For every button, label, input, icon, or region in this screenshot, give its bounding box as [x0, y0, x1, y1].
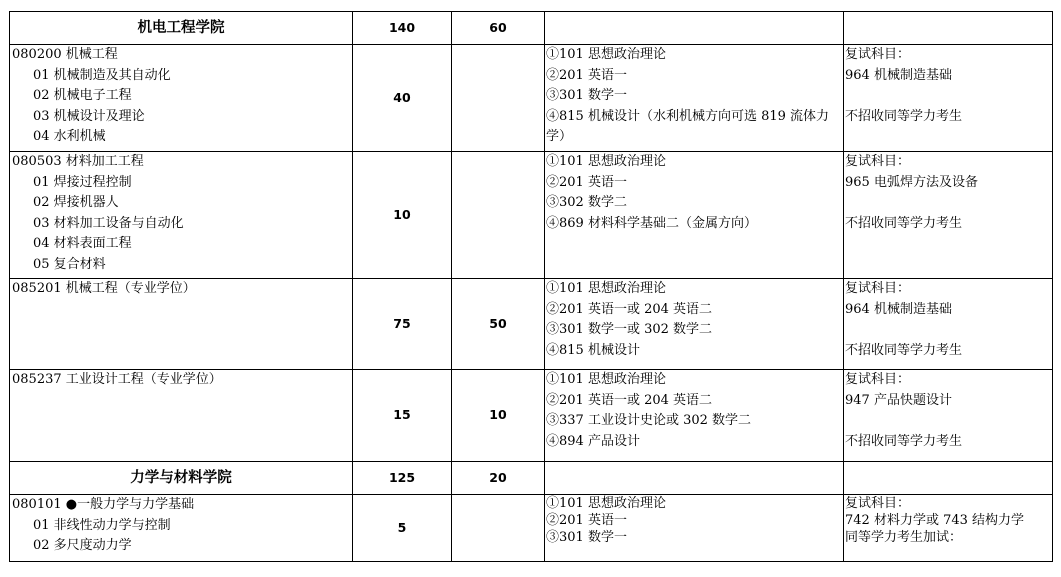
program-code-name: 080200 机械工程	[12, 47, 118, 62]
college-empty-cell	[545, 12, 844, 45]
retest-label: 复试科目：	[845, 281, 911, 296]
retest-cell	[844, 45, 1053, 152]
exam-subject: ③301 数学一	[546, 530, 627, 545]
retest-spacer	[844, 86, 1052, 107]
retest-subject: 965 电弧焊方法及设备	[845, 174, 978, 190]
direction-item: 01 机械制造及其自动化	[33, 67, 171, 83]
exam-subject: ①101 思想政治理论	[546, 154, 666, 169]
program-code-name: 080101 ●一般力学与力学基础	[12, 497, 195, 512]
program-row	[10, 370, 1053, 462]
program-row	[10, 279, 1053, 370]
direction-item: 02 多尺度动力学	[33, 538, 132, 553]
retest-label: 复试科目：	[845, 154, 911, 169]
exam-subjects-cell	[545, 495, 844, 562]
program-col3	[452, 45, 545, 152]
college-col2: 140	[353, 12, 452, 45]
admissions-table	[9, 11, 1053, 562]
retest-spacer	[844, 411, 1052, 432]
exam-subjects-cell	[545, 370, 844, 462]
exam-subject: ②201 英语一	[546, 67, 627, 83]
retest-spacer	[844, 320, 1052, 341]
exam-subject: ③337 工业设计史论或 302 数学二	[546, 413, 752, 428]
program-col3	[452, 152, 545, 279]
exam-subject: ①101 思想政治理论	[546, 372, 666, 387]
exam-subject: ①101 思想政治理论	[546, 496, 666, 511]
exam-subject: ②201 英语一	[546, 174, 627, 190]
program-col2: 40	[353, 45, 452, 152]
direction-item: 01 焊接过程控制	[33, 174, 132, 190]
program-col3: 50	[452, 279, 545, 370]
program-major-cell	[10, 152, 353, 279]
exam-subject: ④869 材料科学基础二（金属方向）	[546, 215, 757, 231]
direction-item: 02 机械电子工程	[33, 88, 132, 103]
retest-subject: 742 材料力学或 743 结构力学	[845, 513, 1025, 528]
college-col3: 60	[452, 12, 545, 45]
direction-item: 05 复合材料	[33, 256, 106, 272]
program-code-name: 080503 材料加工工程	[12, 154, 144, 169]
exam-subjects-cell	[545, 45, 844, 152]
exam-subject: ③301 数学一或 302 数学二	[546, 322, 713, 337]
college-name: 力学与材料学院	[10, 462, 353, 495]
exam-subject: ②201 英语一或 204 英语二	[546, 301, 713, 317]
program-major-cell	[10, 495, 353, 562]
retest-note: 同等学力考生加试：	[845, 530, 963, 545]
college-empty-cell	[844, 462, 1053, 495]
college-header-row	[10, 462, 1053, 495]
program-col3	[452, 495, 545, 562]
exam-subject: ④894 产品设计	[546, 433, 640, 449]
direction-item: 03 机械设计及理论	[33, 108, 145, 124]
college-name: 机电工程学院	[10, 12, 353, 45]
exam-subjects-cell	[545, 279, 844, 370]
retest-note: 不招收同等学力考生	[845, 215, 963, 231]
retest-subject: 964 机械制造基础	[845, 301, 952, 317]
program-row	[10, 152, 1053, 279]
college-col2: 125	[353, 462, 452, 495]
program-row	[10, 45, 1053, 152]
program-col2: 15	[353, 370, 452, 462]
program-code-name: 085237 工业设计工程（专业学位）	[12, 372, 222, 387]
direction-item: 04 水利机械	[33, 129, 106, 144]
retest-subject: 947 产品快题设计	[845, 392, 952, 408]
exam-subject: ③301 数学一	[546, 88, 627, 103]
program-major-cell	[10, 279, 353, 370]
program-col2: 5	[353, 495, 452, 562]
exam-subject: ④815 机械设计（水利机械方向可选 819 流体力学）	[546, 108, 830, 144]
retest-label: 复试科目：	[845, 47, 911, 62]
program-row	[10, 495, 1053, 562]
retest-cell	[844, 152, 1053, 279]
retest-cell	[844, 495, 1053, 562]
exam-subject: ①101 思想政治理论	[546, 281, 666, 296]
program-col2: 75	[353, 279, 452, 370]
exam-subject: ②201 英语一	[546, 513, 627, 528]
college-empty-cell	[545, 462, 844, 495]
retest-note: 不招收同等学力考生	[845, 342, 963, 358]
college-empty-cell	[844, 12, 1053, 45]
exam-subject: ②201 英语一或 204 英语二	[546, 392, 713, 408]
retest-label: 复试科目：	[845, 496, 911, 511]
exam-subjects-cell	[545, 152, 844, 279]
direction-item: 01 非线性动力学与控制	[33, 517, 171, 533]
retest-cell	[844, 279, 1053, 370]
program-col2: 10	[353, 152, 452, 279]
retest-label: 复试科目：	[845, 372, 911, 387]
direction-item: 02 焊接机器人	[33, 195, 119, 210]
retest-note: 不招收同等学力考生	[845, 433, 963, 449]
direction-item: 04 材料表面工程	[33, 236, 132, 251]
college-header-row	[10, 12, 1053, 45]
retest-cell	[844, 370, 1053, 462]
exam-subject: ④815 机械设计	[546, 342, 640, 358]
exam-subject: ①101 思想政治理论	[546, 47, 666, 62]
retest-note: 不招收同等学力考生	[845, 108, 963, 124]
exam-subject: ③302 数学二	[546, 195, 627, 210]
program-major-cell	[10, 45, 353, 152]
college-col3: 20	[452, 462, 545, 495]
program-col3: 10	[452, 370, 545, 462]
direction-item: 03 材料加工设备与自动化	[33, 215, 184, 231]
retest-subject: 964 机械制造基础	[845, 67, 952, 83]
program-major-cell	[10, 370, 353, 462]
retest-spacer	[844, 193, 1052, 214]
program-code-name: 085201 机械工程（专业学位）	[12, 281, 196, 296]
